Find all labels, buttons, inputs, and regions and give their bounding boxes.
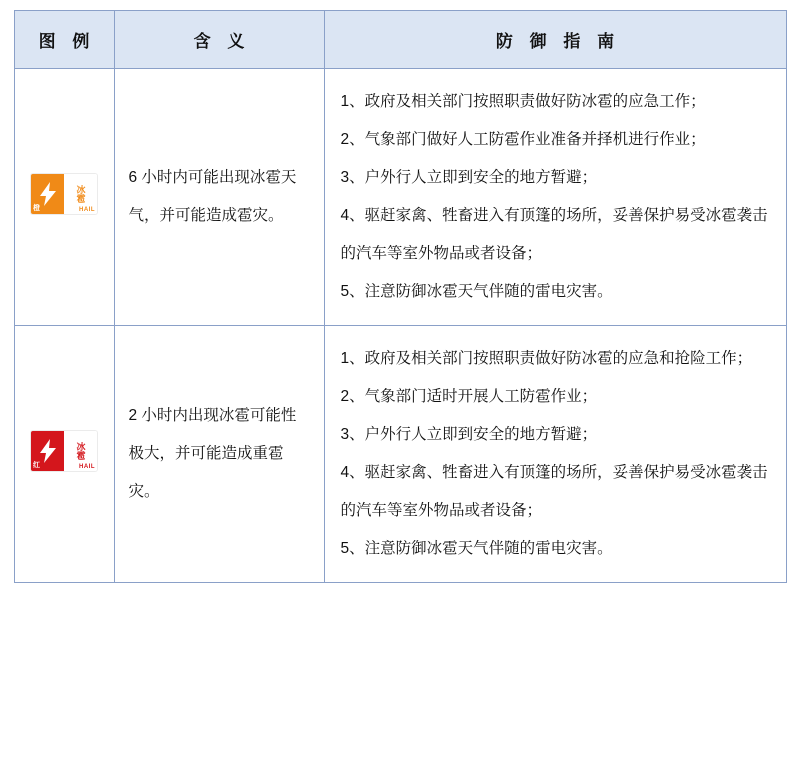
guide-line: 5、注意防御冰雹天气伴随的雷电灾害。 xyxy=(340,539,613,557)
header-meaning-label: 含 义 xyxy=(193,32,251,51)
guide-line: 5、注意防御冰雹天气伴随的雷电灾害。 xyxy=(340,282,613,300)
lightning-bolt-icon xyxy=(38,181,58,207)
header-legend xyxy=(14,11,114,69)
document-page xyxy=(0,10,800,774)
table-header-row xyxy=(14,11,786,69)
header-legend-label: 图 例 xyxy=(38,32,96,51)
hail-red-warning-icon xyxy=(31,431,97,471)
guide-line: 1、政府及相关部门按照职责做好防冰雹的应急和抢险工作； xyxy=(340,349,753,367)
hail-orange-warning-icon xyxy=(31,174,97,214)
guide-line: 4、驱赶家禽、牲畜进入有顶篷的场所，妥善保护易受冰雹袭击的汽车等室外物品或者设备； xyxy=(340,206,768,262)
guide-cell-red xyxy=(324,325,786,582)
icon-left-panel xyxy=(31,431,64,471)
icon-hail-label: 冰雹 xyxy=(75,442,86,461)
meaning-cell-red: 2 小时内出现冰雹可能性极大，并可能造成重雹灾。 xyxy=(114,325,324,582)
guide-line: 2、气象部门适时开展人工防雹作业； xyxy=(340,387,598,405)
table-row xyxy=(14,69,786,326)
guide-line: 1、政府及相关部门按照职责做好防冰雹的应急工作； xyxy=(340,93,706,110)
table-row xyxy=(14,325,786,582)
meaning-cell-orange: 6 小时内可能出现冰雹天气，并可能造成雹灾。 xyxy=(114,69,324,326)
table-body xyxy=(14,69,786,583)
guide-cell-orange xyxy=(324,69,786,326)
legend-cell-orange xyxy=(14,69,114,326)
icon-left-panel xyxy=(31,174,64,214)
table-header xyxy=(14,11,786,69)
legend-cell-red xyxy=(14,325,114,582)
guide-line: 4、驱赶家禽、牲畜进入有顶篷的场所，妥善保护易受冰雹袭击的汽车等室外物品或者设备； xyxy=(340,463,768,519)
guide-line: 3、户外行人立即到安全的地方暂避； xyxy=(340,168,598,186)
icon-level-label: 橙 xyxy=(33,205,40,213)
hail-warning-table xyxy=(14,10,787,583)
icon-hail-label-en: HAIL xyxy=(79,464,95,471)
header-meaning xyxy=(114,11,324,69)
lightning-bolt-icon xyxy=(38,438,58,464)
guide-line: 3、户外行人立即到安全的地方暂避； xyxy=(340,425,598,443)
icon-hail-label: 冰雹 xyxy=(75,185,86,204)
icon-hail-label-en: HAIL xyxy=(79,207,95,214)
guide-line: 2、气象部门做好人工防雹作业准备并择机进行作业； xyxy=(340,130,706,148)
icon-right-panel xyxy=(64,174,97,214)
icon-level-label: 红 xyxy=(33,462,40,470)
icon-right-panel xyxy=(64,431,97,471)
header-guide xyxy=(324,11,786,69)
header-guide-label: 防 御 指 南 xyxy=(495,32,621,51)
